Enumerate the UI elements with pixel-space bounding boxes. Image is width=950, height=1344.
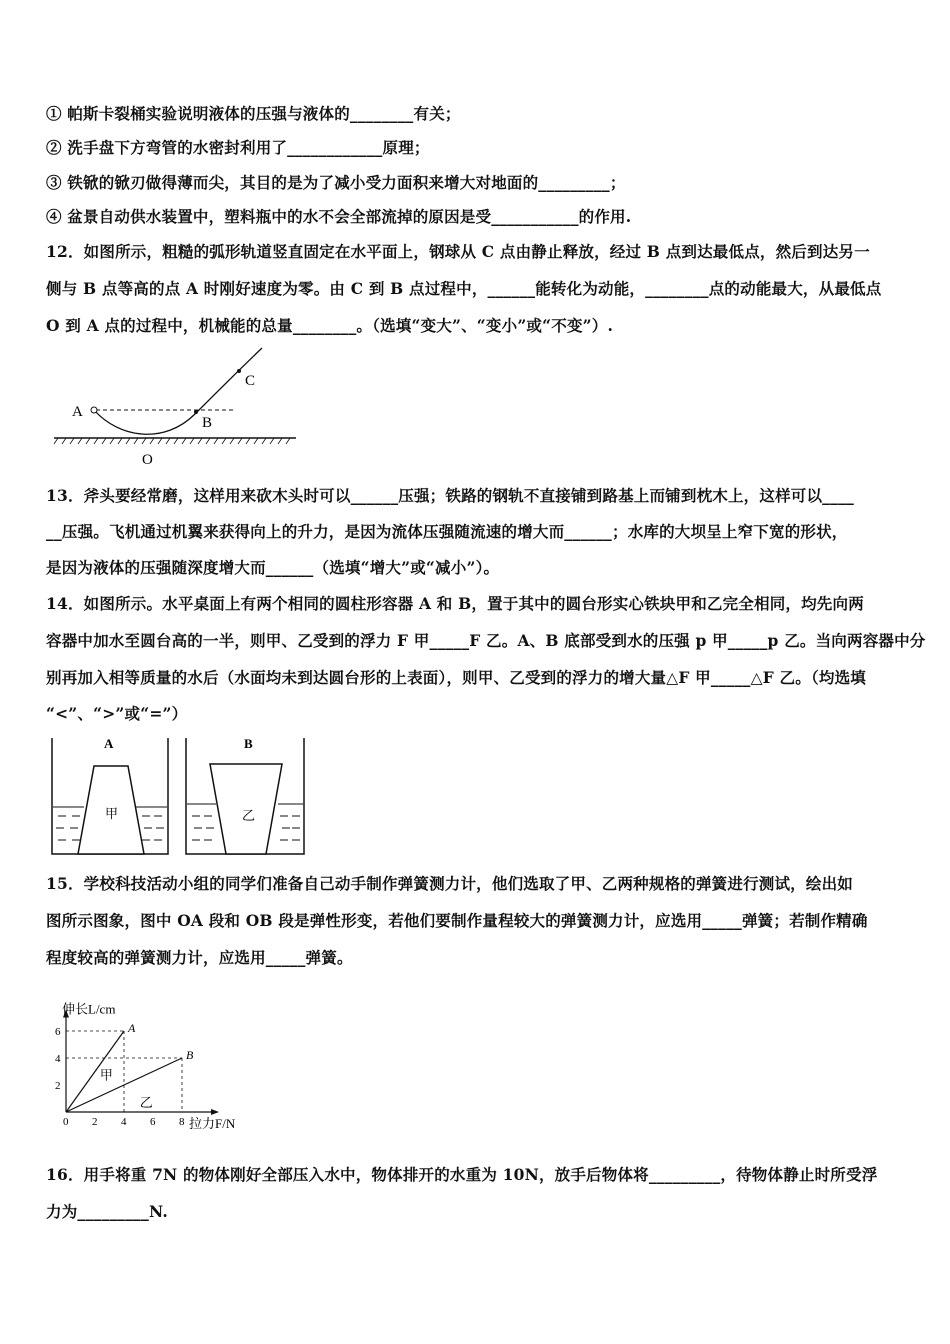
container-a-label: A: [104, 736, 114, 751]
spring-chart: [46, 980, 266, 1130]
x-tick-label: 2: [92, 1116, 98, 1128]
q16-line-2: 力为_________N.: [46, 1202, 168, 1221]
q11-line-4: ④ 盆景自动供水装置中，塑料瓶中的水不会全部流掉的原因是受___________的作用.: [46, 207, 632, 226]
q15-line-2: 图所示图象，图中 OA 段和 OB 段是弹性形变，若他们要制作量程较大的弹簧测力计，应选用_____弹簧；若制作精确: [46, 911, 868, 930]
x-tick-label: 6: [150, 1116, 156, 1128]
point-label-B: B: [186, 1048, 194, 1062]
y-tick-label: 6: [55, 1026, 61, 1038]
q11-line-3: ③ 铁锨的锨刃做得薄而尖，其目的是为了减小受力面积来增大对地面的_________；: [46, 173, 626, 192]
x-tick-label: 8: [179, 1116, 185, 1128]
point-label-A: A: [128, 1021, 136, 1035]
series-name-甲: 甲: [99, 1067, 113, 1083]
q15-line-1: 15．学校科技活动小组的同学们准备自己动手制作弹簧测力计，他们选取了甲、乙两种规格的弹簧进行测试，绘出如: [46, 874, 853, 893]
block-jia-label: 甲: [105, 806, 119, 821]
label-a: A: [72, 404, 83, 420]
q14-containers-figure: [44, 732, 312, 860]
x-tick-label: 4: [121, 1116, 127, 1128]
label-o: O: [142, 452, 153, 468]
q11-line-1: ① 帕斯卡裂桶实验说明液体的压强与液体的________有关；: [46, 104, 461, 123]
series-line-甲: [66, 1031, 124, 1112]
q16-line-1: 16．用手将重 7N 的物体刚好全部压入水中，物体排开的水重为 10N，放手后物体将_________，待物体静止时所受浮: [46, 1165, 878, 1184]
y-tick-label: 4: [55, 1053, 61, 1065]
label-c: C: [245, 373, 256, 389]
q15-line-3: 程度较高的弹簧测力计，应选用_____弹簧。: [46, 948, 353, 967]
q12-track-figure: [50, 344, 300, 468]
q13-line-3: 是因为液体的压强随深度增大而______（选填“增大”或“减小”）。: [46, 558, 500, 577]
q12-line-2: 侧与 B 点等高的点 A 时刚好速度为零。由 C 到 B 点过程中，______能转化为动能，________点的动能最大，从最低点: [46, 279, 882, 298]
q14-line-2: 容器中加水至圆台高的一半，则甲、乙受到的浮力 F 甲_____F 乙。A、B 底部受到水的压强 p 甲_____p 乙。当向两容器中分: [46, 631, 926, 650]
q13-line-1: 13．斧头要经常磨，这样用来砍木头时可以______压强；铁路的钢轨不直接铺到路基上而铺到枕木上，这样可以____: [46, 486, 854, 505]
x-tick-label: 0: [63, 1116, 69, 1128]
q14-line-1: 14．如图所示。水平桌面上有两个相同的圆柱形容器 A 和 B，置于其中的圆台形实心铁块甲和乙完全相同，均先向两: [46, 594, 864, 613]
label-b: B: [202, 415, 213, 431]
chart-ylabel: 伸长L/cm: [62, 1001, 116, 1017]
container-b-label: B: [244, 736, 253, 751]
x-arrow-icon: [211, 1109, 219, 1115]
q14-line-3: 别再加入相等质量的水后（水面均未到达圆台形的上表面），则甲、乙受到的浮力的增大量△F 甲_____△F 乙。（均选填: [46, 668, 866, 687]
y-tick-label: 2: [55, 1080, 61, 1092]
q11-line-2: ② 洗手盘下方弯管的水密封利用了____________原理；: [46, 138, 430, 157]
q13-line-2: __压强。飞机通过机翼来获得向上的升力，是因为流体压强随流速的增大而______；水库的大坝呈上窄下宽的形状，: [46, 522, 848, 541]
q12-line-3: O 到 A 点的过程中，机械能的总量________。（选填“变大”、“变小”或“不变”）.: [46, 316, 614, 335]
q12-line-1: 12．如图所示，粗糙的弧形轨道竖直固定在水平面上，钢球从 C 点由静止释放，经过 B 点到达最低点，然后到达另一: [46, 242, 870, 261]
series-name-乙: 乙: [139, 1095, 153, 1111]
chart-xlabel: 拉力F/N: [189, 1116, 236, 1130]
q14-line-4: “<”、“>”或“=”）: [46, 704, 188, 723]
block-yi-label: 乙: [242, 808, 256, 823]
